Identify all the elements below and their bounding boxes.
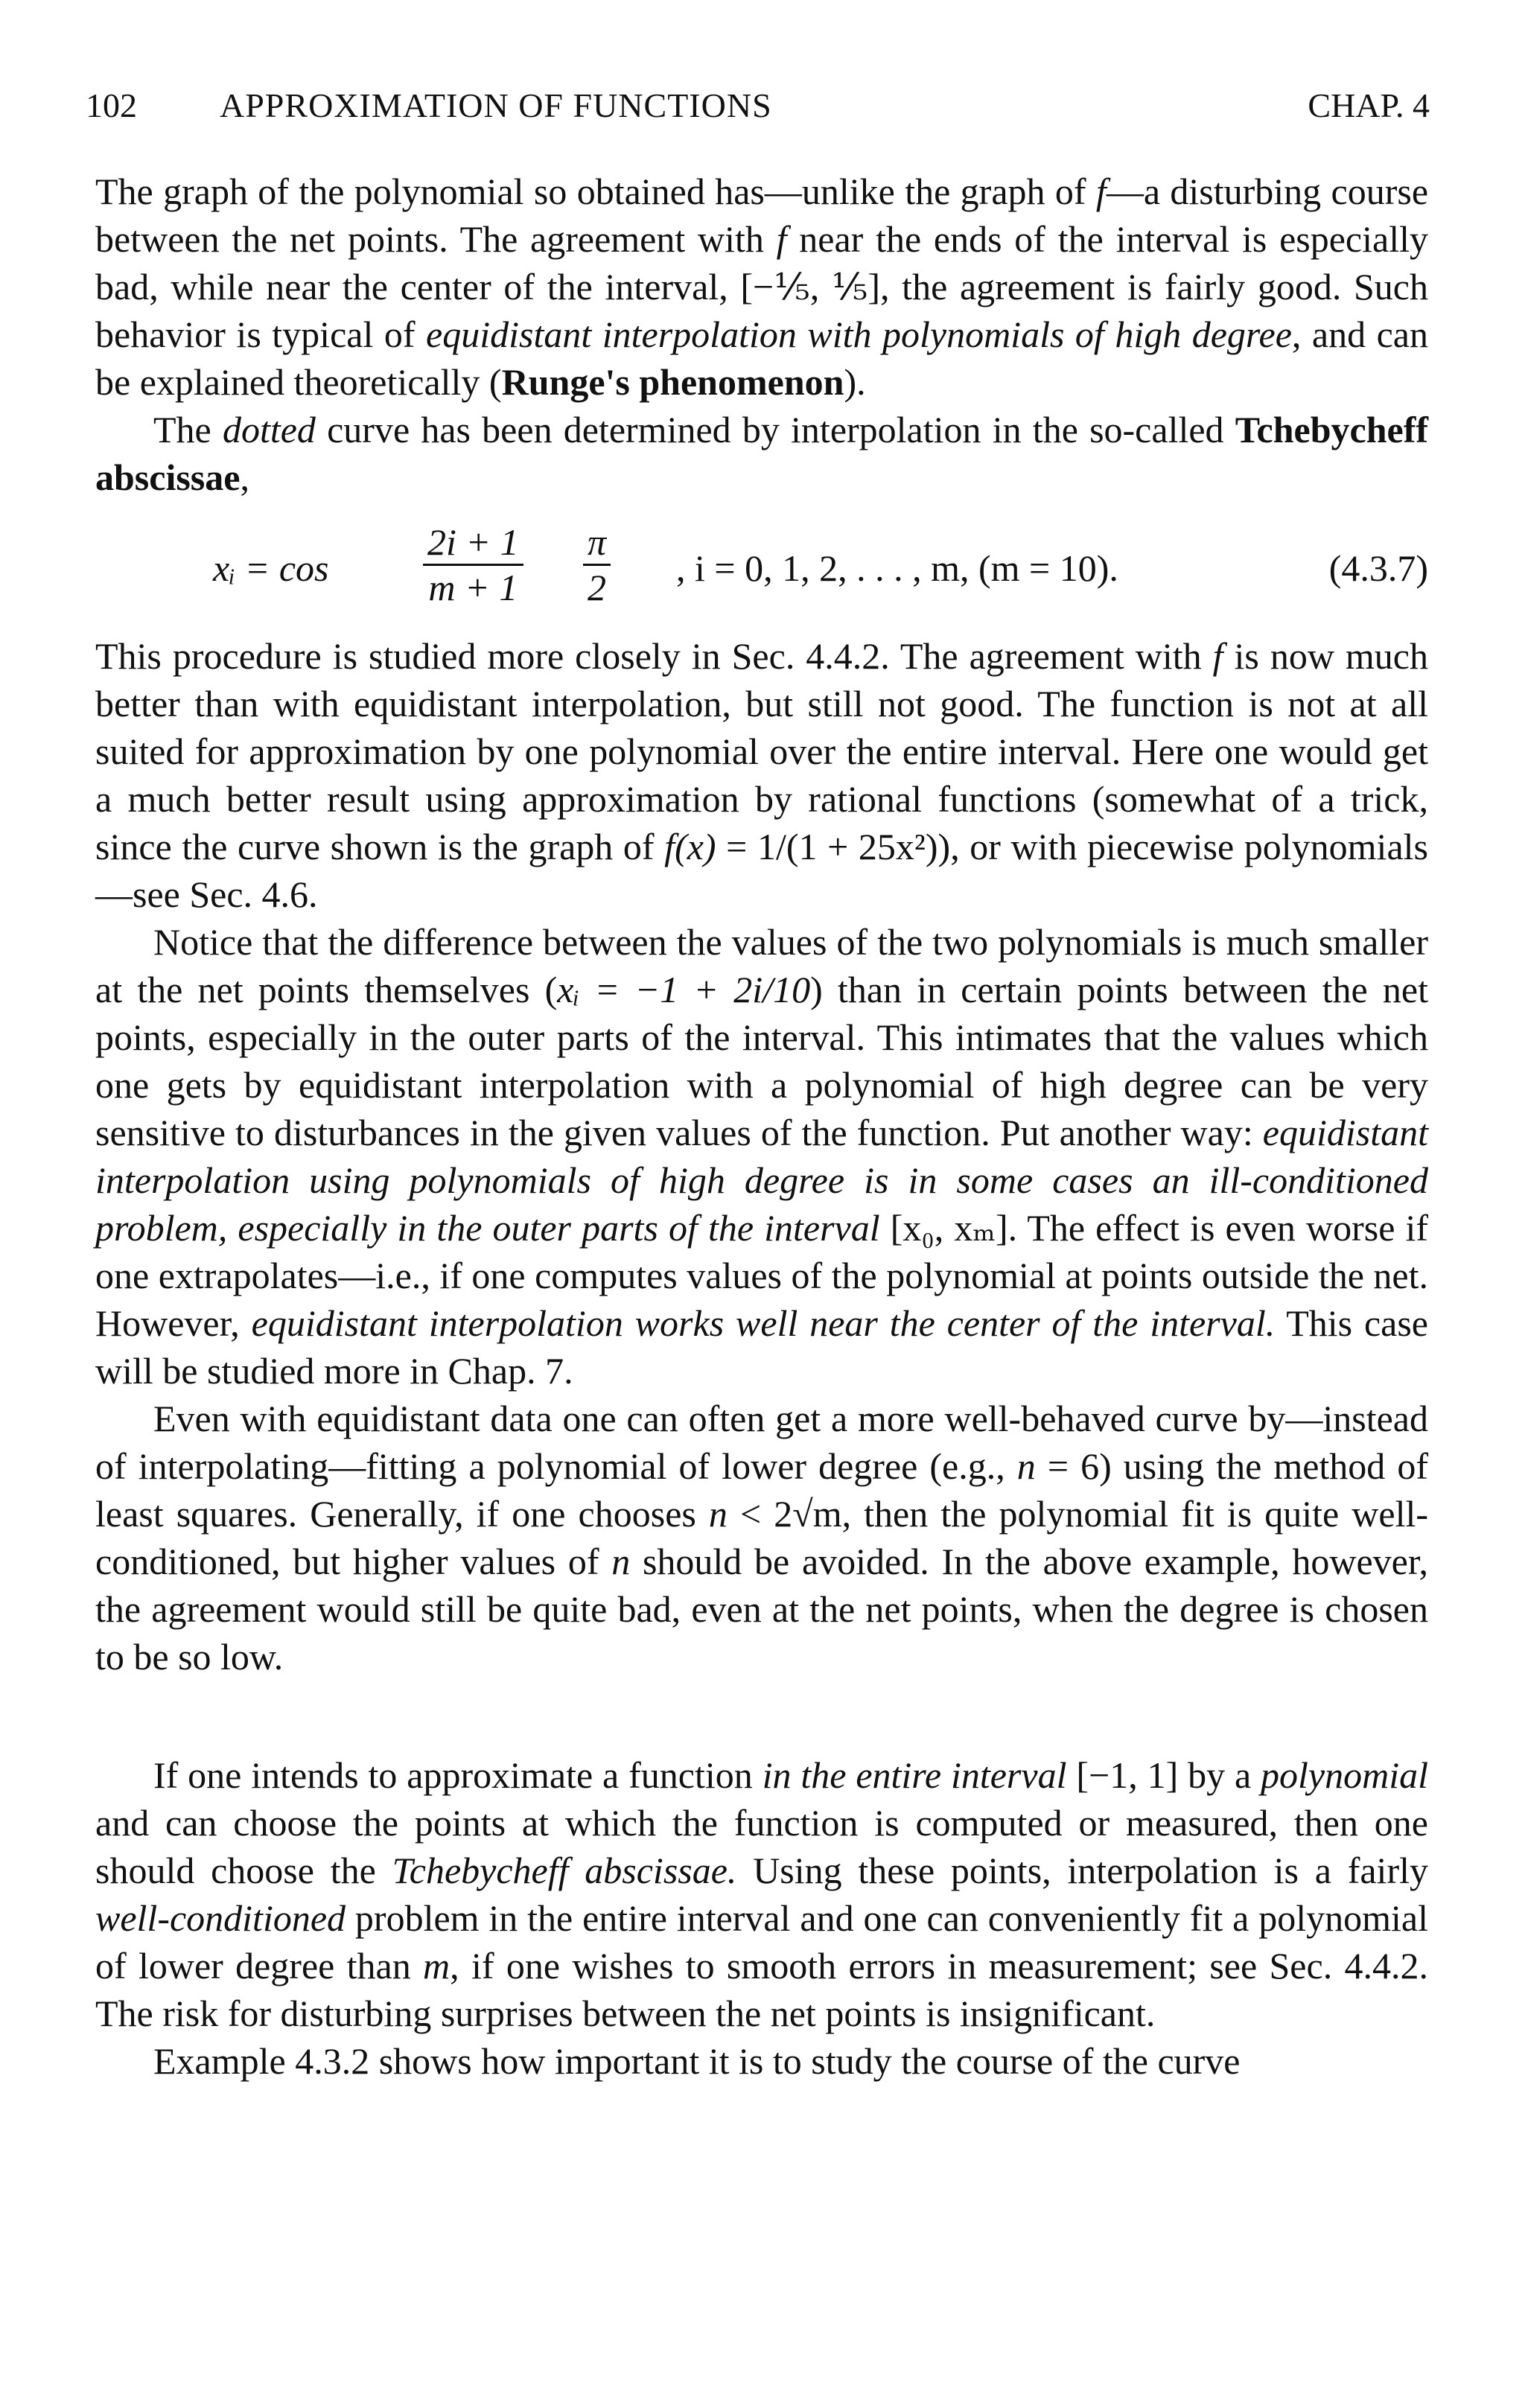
equation-fraction-1: $\frac{2i + 1}{m + 1}$ <box>423 520 523 609</box>
paragraph-example-4-3-2: Example 4.3.2 shows how important it is to study the course of the curve <box>153 2040 1241 2082</box>
term-runge: Runge's phenomenon <box>501 361 844 403</box>
running-title: APPROXIMATION OF FUNCTIONS <box>220 86 772 124</box>
equation-range: , i = 0, 1, 2, . . . , m, (m = 10). <box>676 547 1118 589</box>
section-gap <box>95 1681 1428 1751</box>
running-header <box>86 83 1430 128</box>
paragraph-least-squares: Even with equidistant data one can often get a more well-behaved curve by—instead of interpolating—fitting a polynomial of lower degree (e.g., n = 6) using the method of least squares. Generally, if one chooses n < 2√m, then the polynomial fit is quite well-conditioned, but higher values of n should be avoided. In the above example, however, the agreement would still be quite bad, even at the net points, when the degree is chosen to be so low. <box>95 1398 1429 1678</box>
paragraph-procedure: This procedure is studied more closely in Sec. 4.4.2. The agreement with f is now much better than with equidistant interpolation, but still not good. The function is not at all suited for approximation by one polynomial over the entire interval. Here one would get a much better result using approximation by rational functions (somewhat of a trick, since the curve shown is the graph of f(x) = 1/(1 + 25x²)), or with piecewise polynomials—see Sec. 4.6. <box>95 635 1428 915</box>
paragraph-tchebycheff-intro: The dotted curve has been determined by interpolation in the so-called Tchebycheff abscissae, <box>95 409 1429 498</box>
page-number: 102 <box>86 86 137 124</box>
equation-4-3-7 <box>95 515 1428 619</box>
chapter-label: CHAP. 4 <box>1308 86 1430 124</box>
paragraph-entire-interval: If one intends to approximate a function in the entire interval [−1, 1] by a polynomial and can choose the points at which the function is computed or measured, then one should choose the Tchebycheff abscissae. Using these points, interpolation is a fairly well-conditioned problem in the entire interval and one can conveniently fit a polynomial of lower degree than m, if one wishes to smooth errors in measurement; see Sec. 4.4.2. The risk for disturbing surprises between the net points is insignificant. <box>95 1754 1428 2034</box>
paragraph-runge: The graph of the polynomial so obtained has—unlike the graph of f—a disturbing course between the net points. The agreement with f near the ends of the interval is especially bad, while near the center of the interval, [−⅕, ⅕], the agreement is fairly good. Such behavior is typical of equidistant interpolation with polynomials of high degree, and can be explained theoretically (Runge's phenomenon). <box>95 171 1429 403</box>
emphasis-ill-conditioned: equidistant interpolation using polynomials of high degree is in some cases an ill-conditioned problem, especially in the outer parts of the interval <box>95 1112 1428 1249</box>
paragraph-difference: Notice that the difference between the values of the two polynomials is much smaller at the net points themselves (xᵢ = −1 + 2i/10) than in certain points between the net points, especially in the outer parts of the interval. This intimates that the values which one gets by equidistant interpolation with a polynomial of high degree can be very sensitive to disturbances in the given values of the function. Put another way: equidistant interpolation using polynomials of high degree is in some cases an ill-conditioned problem, especially in the outer parts of the interval [x₀, xₘ]. The effect is even worse if one extrapolates—i.e., if one computes values of the polynomial at points outside the net. However, equidistant interpolation works well near the center of the interval. This case will be studied more in Chap. 7. <box>95 921 1429 1392</box>
body-text <box>95 168 1428 2085</box>
emphasis-equidistant: equidistant interpolation with polynomials of high degree <box>426 313 1292 355</box>
equation-number: (4.3.7) <box>1328 547 1428 589</box>
term-tchebycheff: Tchebycheff abscissae <box>95 409 1429 498</box>
emphasis-center: equidistant interpolation works well near the center of the interval. <box>251 1302 1276 1344</box>
equation-lhs: xᵢ = cos <box>213 547 329 589</box>
equation-fraction-2: $\frac{\pi}{2}$ <box>583 520 611 609</box>
